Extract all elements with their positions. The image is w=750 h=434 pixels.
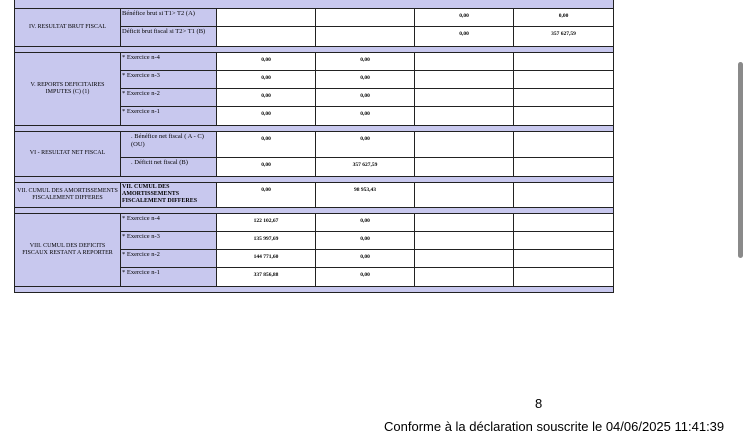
value-cell: 98 953,43 bbox=[316, 183, 415, 207]
value-cell: 0,00 bbox=[217, 132, 316, 157]
row-label: Bénéfice brut si T1> T2 (A) bbox=[121, 9, 217, 26]
section-viii-title: VIII. CUMUL DES DEFICITS FISCAUX RESTANT A REPORTER bbox=[15, 214, 121, 286]
row-label: . Bénéfice net fiscal ( A - C) (OU) bbox=[121, 132, 217, 157]
row-label: * Exercice n-4 bbox=[121, 53, 217, 70]
value-cell bbox=[217, 9, 316, 26]
page-number: 8 bbox=[535, 396, 543, 411]
value-cell: 0,00 bbox=[415, 9, 514, 26]
value-cell bbox=[514, 214, 613, 231]
table-row bbox=[121, 107, 613, 125]
row-label: * Exercice n-1 bbox=[121, 268, 217, 286]
section-vi bbox=[14, 132, 614, 177]
value-cell bbox=[415, 89, 514, 106]
section-vii-title: VII. CUMUL DES AMORTISSEMENTS FISCALEMENT DIFFERES bbox=[15, 183, 121, 207]
fiscal-result-table bbox=[14, 0, 614, 293]
row-label: Déficit brut fiscal si T2> T1 (B) bbox=[121, 27, 217, 46]
table-row bbox=[121, 250, 613, 268]
value-cell: 0,00 bbox=[217, 71, 316, 88]
value-cell bbox=[415, 250, 514, 267]
value-cell bbox=[514, 53, 613, 70]
value-cell: 144 771,60 bbox=[217, 250, 316, 267]
value-cell bbox=[514, 71, 613, 88]
table-row bbox=[121, 71, 613, 89]
value-cell: 357 627,59 bbox=[551, 31, 576, 37]
value-cell bbox=[415, 214, 514, 231]
section-vi-title: VI - RESULTAT NET FISCAL bbox=[15, 132, 121, 176]
value-cell: 0,00 bbox=[316, 71, 415, 88]
value-cell: 0,00 bbox=[316, 268, 415, 286]
row-label: * Exercice n-4 bbox=[121, 214, 217, 231]
section-vii bbox=[14, 183, 614, 208]
value-cell: 0,00 bbox=[217, 183, 316, 207]
value-cell: 0,00 bbox=[316, 107, 415, 125]
value-cell bbox=[514, 107, 613, 125]
row-label: * Exercice n-2 bbox=[121, 250, 217, 267]
value-cell: 0,00 bbox=[316, 214, 415, 231]
table-row bbox=[121, 53, 613, 71]
footer-conformity-text: Conforme à la déclaration souscrite le 04/06/2025 11:41:39 bbox=[384, 419, 725, 434]
value-cell bbox=[415, 268, 514, 286]
value-cell bbox=[316, 9, 415, 26]
value-cell bbox=[514, 183, 613, 207]
section-v bbox=[14, 53, 614, 126]
table-row bbox=[121, 232, 613, 250]
value-cell: 0,00 bbox=[316, 89, 415, 106]
value-cell bbox=[316, 27, 415, 46]
value-cell: 0,00 bbox=[316, 232, 415, 249]
value-cell bbox=[415, 53, 514, 70]
table-row bbox=[121, 89, 613, 107]
section-separator bbox=[14, 0, 614, 9]
row-label: . Déficit net fiscal (B) bbox=[121, 158, 217, 176]
row-label: VII. CUMUL DES AMORTISSEMENTS FISCALEMENT DIFFERES bbox=[121, 183, 217, 207]
value-cell bbox=[514, 89, 613, 106]
table-row bbox=[121, 268, 613, 286]
value-cell bbox=[415, 183, 514, 207]
value-cell: 357 627,59 bbox=[316, 158, 415, 176]
row-label: * Exercice n-2 bbox=[121, 89, 217, 106]
row-label: * Exercice n-3 bbox=[121, 232, 217, 249]
value-cell: 0,00 bbox=[316, 250, 415, 267]
value-cell: 0,00 bbox=[217, 53, 316, 70]
section-iv bbox=[14, 9, 614, 47]
table-row bbox=[121, 158, 613, 176]
table-row bbox=[121, 132, 613, 158]
section-v-title: V. REPORTS DEFICITAIRES IMPUTES (C) (1) bbox=[15, 53, 121, 125]
value-cell bbox=[514, 132, 613, 157]
value-cell bbox=[514, 268, 613, 286]
table-bottom-band bbox=[14, 287, 614, 293]
value-cell: 337 856,88 bbox=[217, 268, 316, 286]
value-cell: 122 102,67 bbox=[217, 214, 316, 231]
section-viii bbox=[14, 214, 614, 287]
value-cell bbox=[415, 132, 514, 157]
row-label: * Exercice n-1 bbox=[121, 107, 217, 125]
value-cell: 0,00 bbox=[217, 158, 316, 176]
table-row bbox=[121, 27, 613, 46]
table-row bbox=[121, 183, 613, 207]
value-cell: 0,00 bbox=[415, 27, 514, 46]
value-cell: 0,00 bbox=[217, 107, 316, 125]
vertical-scrollbar[interactable] bbox=[738, 62, 743, 258]
table-row bbox=[121, 214, 613, 232]
section-iv-title: IV. RESULTAT BRUT FISCAL bbox=[15, 9, 121, 46]
value-cell bbox=[514, 250, 613, 267]
value-cell: 0,00 bbox=[316, 132, 415, 157]
value-cell bbox=[217, 27, 316, 46]
row-label: * Exercice n-3 bbox=[121, 71, 217, 88]
value-cell bbox=[514, 232, 613, 249]
value-cell: 0,00 bbox=[316, 53, 415, 70]
value-cell bbox=[415, 158, 514, 176]
value-cell bbox=[415, 107, 514, 125]
value-cell: 0,00 bbox=[558, 13, 569, 19]
value-cell: 135 997,69 bbox=[217, 232, 316, 249]
value-cell: 0,00 bbox=[217, 89, 316, 106]
value-cell bbox=[514, 158, 613, 176]
table-row bbox=[121, 9, 613, 27]
value-cell bbox=[415, 71, 514, 88]
value-cell bbox=[415, 232, 514, 249]
